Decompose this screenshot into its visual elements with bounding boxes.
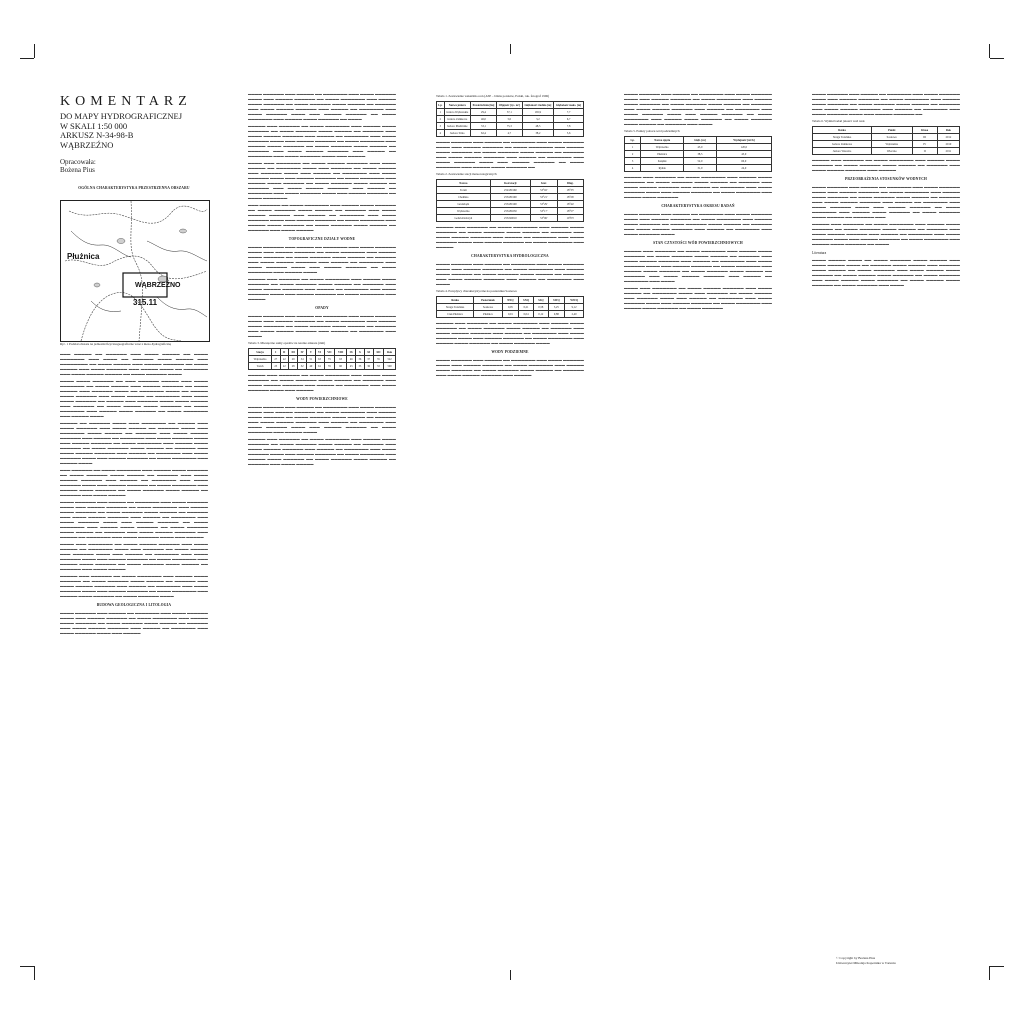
table-cell: 62,4 [470,130,496,137]
section-heading: OPADY [315,306,329,310]
table-cell: 7,8 [554,123,584,130]
table-header-cell: Nazwa jeziora [444,102,470,109]
table-header-cell: VII [324,349,335,356]
copyright-line: © Copyright by Bożena Pius [836,956,876,960]
table-cell: 46,0 [470,116,496,123]
table-cell: 52,0 [684,158,717,165]
crop-mark [989,966,990,980]
table-header-cell: Dług. [557,180,583,187]
table-cell: 7,7 [554,109,584,116]
table-header-cell: V [307,349,315,356]
section-heading: PRZEOBRAŻENIA STOSUNKÓW WODNYCH [844,177,928,181]
table-header-row [437,180,584,187]
table-cell: 5,0 [497,116,523,123]
table-cell: IV [912,141,937,148]
table-header-cell: Punkt [872,127,912,134]
table-cell: Toruń [249,363,272,370]
table-header-cell: Lp. [625,137,641,144]
table-row [813,148,960,155]
table-cell: Grudziądz [437,201,491,208]
table-row [437,201,584,208]
body-paragraph: ▬▬▬▬▬ ▬▬▬ ▬▬▬▬▬▬ ▬▬ ▬▬▬▬ ▬▬▬▬▬▬▬ ▬▬▬ ▬▬▬▬▬ ▬▬▬▬ ▬▬▬▬▬▬ ▬▬ ▬▬▬▬ ▬▬▬▬▬▬ ▬▬▬▬ ▬▬▬▬▬ ▬▬ ▬▬▬▬▬▬ ▬▬▬ ▬▬▬▬ ▬▬▬▬▬ ▬▬▬▬▬▬ ▬▬▬ ▬▬▬▬▬ ▬▬ ▬▬▬▬▬▬▬ ▬▬▬ ▬▬▬▬ ▬▬▬▬▬▬ ▬▬▬▬ ▬▬▬ ▬▬▬▬▬ ▬▬▬▬▬▬ ▬▬ ▬▬▬▬ ▬▬▬▬▬▬▬ ▬▬▬ ▬▬▬▬▬ [248,277,396,301]
table-header-cell: NNQ [502,297,518,304]
table-cell: Struga Toruńska [437,304,474,311]
table-cell: 19°03' [557,215,583,222]
table-cell: 29 [289,356,298,363]
table-header-cell: Nazwa ujęcia [641,137,684,144]
table-header-cell: VI [315,349,324,356]
table-cell: 51 [307,356,315,363]
table-cell: Toruń [437,187,491,194]
table-cell: III [912,134,937,141]
table-cell: 2010 [937,141,959,148]
table-row [625,165,772,172]
body-paragraph: ▬▬▬▬ ▬▬▬▬▬▬ ▬▬▬ ▬▬▬▬▬ ▬▬ ▬▬▬▬▬▬▬ ▬▬▬ ▬▬▬▬ ▬▬▬▬▬▬ ▬▬▬▬ ▬▬▬ ▬▬▬▬▬ ▬▬▬▬▬▬ ▬▬ ▬▬▬▬ ▬▬▬▬▬▬▬ ▬▬▬ ▬▬▬▬▬ ▬▬▬▬ ▬▬▬▬▬▬ ▬▬ ▬▬▬▬ ▬▬▬▬▬▬ ▬▬▬▬ ▬▬▬▬▬ ▬▬ ▬▬▬▬▬▬ ▬▬▬ ▬▬▬▬ ▬▬▬▬▬ ▬▬▬▬▬▬ ▬▬▬ ▬▬▬▬▬ ▬▬ ▬▬▬▬▬▬▬ ▬▬▬ ▬▬▬▬ ▬▬▬▬▬▬ ▬▬▬▬ ▬▬▬ ▬▬▬▬▬ ▬▬▬▬▬▬ ▬▬ ▬▬▬▬ ▬▬▬▬▬▬▬ ▬▬▬ ▬▬▬▬▬ ▬▬▬▬ ▬▬▬▬▬▬ ▬▬ [436,140,584,169]
table-header-cell: Objętość [tys. m³] [497,102,523,109]
table-cell: 33 [373,363,384,370]
table-cell: 522 [384,356,396,363]
table-cell: 45,0 [684,144,717,151]
table-header-cell: Posterunek [474,297,503,304]
author-label: Opracowała: [60,158,96,166]
table-cell: 36 [364,363,373,370]
table-cell: Jezioro Zamkowe [444,116,470,123]
table-header-cell: XI [364,349,373,356]
table-cell: 1 [625,144,641,151]
table-row [437,208,584,215]
table-cell: 0,58 [534,304,548,311]
table-cell: 25 [272,363,280,370]
table-cell: Ciek Płużnica [437,311,474,318]
table-cell: 49 [307,363,315,370]
table-cell: Płużnica [474,311,503,318]
table-header-cell: Głębokość średnia [m] [522,102,554,109]
crop-mark [510,44,511,54]
table-cell: 6,7 [554,116,584,123]
table-cell: 165,9 [522,109,554,116]
map-label-pluznica: Płużnica [67,252,100,261]
body-paragraph: ▬▬▬ ▬▬▬▬▬ ▬▬ ▬▬▬▬▬▬ ▬▬▬ ▬▬▬▬ ▬▬▬▬▬ ▬▬ ▬▬▬▬ ▬▬▬▬▬▬▬ ▬▬▬ ▬▬▬▬ ▬▬ ▬▬▬▬▬▬ ▬▬▬▬ ▬▬▬▬▬ ▬▬▬ ▬▬▬▬▬▬▬▬ ▬▬ ▬▬▬▬ ▬▬▬▬▬ ▬▬▬ ▬▬▬▬▬ ▬▬▬▬▬▬ ▬▬ ▬▬▬▬ ▬▬▬▬▬ ▬▬▬ ▬▬▬▬ ▬▬▬▬▬▬ ▬▬▬ ▬▬▬▬▬ ▬▬▬▬ ▬▬ ▬▬▬▬▬▬▬ ▬▬▬ ▬▬▬▬ ▬▬▬▬▬ ▬▬▬▬▬ ▬▬ ▬▬▬▬ ▬▬▬▬▬▬ ▬▬▬▬ [60,352,208,376]
table-header-cell: I [272,349,280,356]
table-header-cell: SSQ [534,297,548,304]
table-header-cell: Rok [384,349,396,356]
table-cell: Wąbrzeźno [872,141,912,148]
table-cell: 3,2 [522,116,554,123]
body-paragraph: ▬▬▬▬ ▬▬▬▬▬▬ ▬▬▬ ▬▬▬▬▬ ▬▬ ▬▬▬▬▬▬▬ ▬▬▬ ▬▬▬▬ ▬▬▬▬▬▬ ▬▬▬▬ ▬▬▬ ▬▬▬▬▬ ▬▬▬▬▬▬ ▬▬ ▬▬▬▬ ▬▬▬▬▬▬▬ ▬▬▬ ▬▬▬▬▬ ▬▬▬▬ ▬▬▬▬▬▬ ▬▬ ▬▬▬▬ ▬▬▬▬▬▬ ▬▬▬▬ ▬▬▬▬▬ ▬▬ ▬▬▬▬▬▬ ▬▬▬ ▬▬▬▬ ▬▬▬▬▬ ▬▬▬▬▬▬ ▬▬▬ ▬▬▬▬▬ ▬▬ ▬▬▬▬▬▬▬ ▬▬▬ ▬▬▬▬ ▬▬▬▬▬▬ ▬▬▬▬ ▬▬▬ ▬▬▬▬▬ [60,611,208,635]
text-column-1-lower [60,352,208,972]
table-cell: 18°44' [557,201,583,208]
table-cell: 4 [437,130,445,137]
body-paragraph: ▬▬▬▬▬ ▬▬▬ ▬▬▬▬▬▬ ▬▬ ▬▬▬▬ ▬▬▬▬▬▬▬ ▬▬▬ ▬▬▬▬▬ ▬▬▬▬ ▬▬▬▬▬▬ ▬▬ ▬▬▬▬ ▬▬▬▬▬▬ ▬▬▬▬ ▬▬▬▬▬ ▬▬ ▬▬▬▬▬▬ ▬▬▬ ▬▬▬▬ ▬▬▬▬▬ ▬▬▬▬▬▬ ▬▬▬ ▬▬▬▬▬ ▬▬ ▬▬▬▬▬▬▬ ▬▬▬ ▬▬▬▬ ▬▬▬▬▬▬ ▬▬▬▬ ▬▬▬ ▬▬▬▬▬ ▬▬▬▬▬▬ ▬▬ ▬▬▬▬ ▬▬▬▬▬▬▬ ▬▬▬ ▬▬▬▬▬ ▬▬▬▬ ▬▬▬▬▬▬ ▬▬ ▬▬▬▬ ▬▬▬▬▬▬ ▬▬▬▬ [60,574,208,598]
body-paragraph: ▬▬▬▬ ▬▬▬ ▬▬▬▬▬▬▬ ▬▬ ▬▬▬▬ ▬▬▬▬▬ ▬▬▬▬▬▬ ▬▬▬ ▬▬▬▬ ▬▬▬▬▬ ▬▬ ▬▬▬▬▬▬▬ ▬▬▬▬ ▬▬▬ ▬▬▬▬▬▬ ▬▬ ▬▬▬▬ ▬▬▬▬▬ ▬▬▬ ▬▬▬▬▬▬ ▬▬▬▬ ▬▬▬ ▬▬▬▬▬ ▬▬ ▬▬▬▬▬▬▬ ▬▬▬ ▬▬▬▬ ▬▬▬▬▬▬ ▬▬▬▬ ▬▬▬ ▬▬▬▬▬ ▬▬▬▬▬▬ ▬▬ ▬▬▬▬ ▬▬▬▬▬▬▬ ▬▬▬ ▬▬▬▬▬ ▬▬▬▬ ▬▬▬▬▬▬ ▬▬ ▬▬▬▬ ▬▬▬▬▬▬ ▬▬▬▬ ▬▬▬▬▬ ▬▬ ▬▬▬▬▬▬ ▬▬▬ ▬▬▬▬ ▬▬▬▬▬ [60,542,208,571]
table-cell: 61 [315,363,324,370]
table-cell: 53°06' [531,215,557,222]
table-cell: 79 [324,356,335,363]
table-cell: Chełmno [437,194,491,201]
table-cell: 53°17' [531,208,557,215]
body-paragraph: ▬▬▬▬ ▬▬▬▬▬▬ ▬▬▬ ▬▬▬▬▬ ▬▬ ▬▬▬▬▬▬▬ ▬▬▬ ▬▬▬▬ ▬▬▬▬▬▬ ▬▬▬▬ ▬▬▬ ▬▬▬▬▬ ▬▬▬▬▬▬ ▬▬ ▬▬▬▬ ▬▬▬▬▬▬▬ ▬▬▬ ▬▬▬▬▬ ▬▬▬▬ ▬▬▬▬▬▬ ▬▬ ▬▬▬▬ ▬▬▬▬▬▬ ▬▬▬▬ ▬▬▬▬▬ ▬▬ ▬▬▬▬▬▬ ▬▬▬ ▬▬▬▬ ▬▬▬▬▬ ▬▬▬▬▬▬ ▬▬▬ ▬▬▬▬▬ ▬▬ ▬▬▬▬▬▬▬ ▬▬▬ ▬▬▬▬ ▬▬▬▬▬▬ ▬▬▬▬ [624,212,772,236]
table-cell: 0,01 [502,311,518,318]
table-cell: 36 [356,356,364,363]
table-cell: 2 [437,116,445,123]
body-paragraph: ▬▬▬▬▬ ▬▬▬ ▬▬▬▬▬▬ ▬▬ ▬▬▬▬ ▬▬▬▬▬▬▬ ▬▬▬ ▬▬▬▬▬ ▬▬▬▬ ▬▬▬▬▬▬ ▬▬ ▬▬▬▬ ▬▬▬▬▬▬ ▬▬▬▬ ▬▬▬▬▬ ▬▬ ▬▬▬▬▬▬ ▬▬▬ ▬▬▬▬ ▬▬▬▬▬ ▬▬▬▬▬▬ ▬▬▬ ▬▬▬▬▬ ▬▬ ▬▬▬▬▬▬▬ ▬▬▬ ▬▬▬▬ ▬▬▬▬▬▬ ▬▬▬▬ ▬▬▬ ▬▬▬▬▬ ▬▬▬▬▬▬ ▬▬ ▬▬▬▬ ▬▬▬▬▬▬▬ ▬▬▬ ▬▬▬▬▬ ▬▬▬▬ ▬▬▬▬▬▬ ▬▬ ▬▬▬▬ ▬▬▬▬▬▬ ▬▬▬▬ ▬▬▬▬▬ ▬▬ ▬▬▬▬▬▬ ▬▬▬ ▬▬▬▬ ▬▬▬▬▬ [248,437,396,466]
table-cell: 29,4 [470,109,496,116]
table-row [625,158,772,165]
table-cell: 4 [625,165,641,172]
body-paragraph: ▬▬▬▬ ▬▬▬▬ ▬▬▬▬▬▬ ▬▬ ▬▬▬ ▬▬▬▬▬▬ ▬▬▬▬▬ ▬▬▬ ▬▬▬▬ ▬▬▬▬▬▬▬ ▬▬ ▬▬▬▬ ▬▬▬▬▬ ▬▬▬ ▬▬▬▬▬ ▬▬▬▬▬▬ ▬▬ ▬▬▬▬ ▬▬▬▬▬ ▬▬▬ ▬▬▬▬▬▬ ▬▬▬▬ ▬▬ ▬▬▬▬▬▬▬ ▬▬▬▬ ▬▬ ▬▬▬▬▬ ▬▬▬▬ ▬▬▬▬▬▬ ▬▬▬ ▬▬▬▬ ▬▬▬▬▬ ▬▬ ▬▬▬▬▬▬▬ ▬▬▬ ▬▬▬▬ ▬▬▬▬ ▬▬▬▬▬▬ ▬▬ ▬▬▬▬▬ ▬▬▬ ▬▬▬▬▬▬ ▬▬▬▬ ▬▬▬▬ ▬▬▬▬▬ ▬▬▬ ▬▬▬▬▬▬ ▬▬ ▬▬▬▬ ▬▬▬▬▬ ▬▬▬▬ ▬▬▬▬▬▬ ▬▬ ▬▬▬▬ ▬▬▬▬▬▬▬ ▬▬▬ ▬▬▬▬▬ ▬▬▬▬ ▬▬▬▬▬▬ ▬▬ ▬▬▬▬ ▬▬▬▬▬▬▬ ▬▬▬ ▬▬▬▬▬ ▬▬▬▬ [60,379,208,418]
body-paragraph: ▬▬▬▬ ▬▬▬▬▬▬ ▬▬▬ ▬▬▬▬▬ ▬▬ ▬▬▬▬▬▬▬ ▬▬▬ ▬▬▬▬ ▬▬▬▬▬▬ ▬▬▬▬ ▬▬▬ ▬▬▬▬▬ ▬▬▬▬▬▬ ▬▬ ▬▬▬▬ ▬▬▬▬▬▬▬ ▬▬▬ ▬▬▬▬▬ ▬▬▬▬ ▬▬▬▬▬▬ ▬▬ ▬▬▬▬ ▬▬▬▬▬▬ ▬▬▬▬ ▬▬▬▬▬ ▬▬ ▬▬▬▬▬▬ ▬▬▬ ▬▬▬▬ ▬▬▬▬▬ ▬▬▬▬▬▬ ▬▬▬ ▬▬▬▬▬ ▬▬ ▬▬▬▬▬▬▬ ▬▬▬ ▬▬▬▬ ▬▬▬▬▬▬ ▬▬▬▬ ▬▬▬ ▬▬▬▬▬ ▬▬▬▬▬▬ ▬▬ ▬▬▬▬ ▬▬▬▬▬▬▬ ▬▬▬ ▬▬▬▬▬ ▬▬▬▬ [248,405,396,434]
table-cell: Jezioro Płużnickie [444,123,470,130]
table-row [437,304,584,311]
crop-mark [990,966,1004,967]
body-paragraph: ▬▬▬▬▬ ▬▬▬ ▬▬▬▬▬▬ ▬▬ ▬▬▬▬ ▬▬▬▬▬▬▬ ▬▬▬ ▬▬▬▬▬ ▬▬▬▬ ▬▬▬▬▬▬ ▬▬ ▬▬▬▬ ▬▬▬▬▬▬ ▬▬▬▬ ▬▬▬▬▬ ▬▬ ▬▬▬▬▬▬ ▬▬▬ ▬▬▬▬ ▬▬▬▬▬ ▬▬▬▬▬▬ ▬▬▬ ▬▬▬▬▬ [812,158,960,172]
table-cell: 120,0 [716,144,771,151]
table-cell: 35 [373,356,384,363]
table-row [437,130,584,137]
table-header-cell: IX [347,349,356,356]
table-header-cell: III [289,349,298,356]
body-paragraph: ▬▬▬▬▬ ▬▬▬ ▬▬▬▬▬▬ ▬▬ ▬▬▬▬ ▬▬▬▬▬▬▬ ▬▬▬ ▬▬▬▬▬ ▬▬▬▬ ▬▬▬▬▬▬ ▬▬ ▬▬▬▬ ▬▬▬▬▬▬ ▬▬▬▬ ▬▬▬▬▬ ▬▬ ▬▬▬▬▬▬ ▬▬▬ ▬▬▬▬ ▬▬▬▬▬ ▬▬▬▬▬▬ ▬▬▬ ▬▬▬▬▬ ▬▬ ▬▬▬▬▬▬▬ ▬▬▬ ▬▬▬▬ ▬▬▬▬▬▬ ▬▬▬▬ ▬▬▬ ▬▬▬▬▬ ▬▬▬▬▬▬ ▬▬ ▬▬▬▬ ▬▬▬▬▬▬▬ ▬▬▬ ▬▬▬▬▬ [436,225,584,249]
table-cell: 9,12 [565,304,584,311]
crop-mark [20,966,34,967]
table-cell: 38,2 [522,130,554,137]
table-cell: 2012 [937,134,959,141]
document-subtitle [60,112,210,150]
section-heading: OGÓLNA CHARAKTERYSTYKA PRZESTRZENNA OBSZARU [78,186,190,190]
text-column-3 [436,92,584,972]
table-row [625,144,772,151]
table-caption: Tabela 1. Zestawienie wskaźnik ocen (ASP – bilans potoków, Polski, rok. fotograf 1996) [436,94,550,98]
table-header-cell: Szer. [531,180,557,187]
table-cell: 60 [335,363,347,370]
table-cell: Struga Toruńska [813,134,872,141]
body-paragraph: ▬▬▬▬ ▬▬▬▬▬▬ ▬▬▬ ▬▬▬▬▬ ▬▬ ▬▬▬▬▬▬▬ ▬▬▬ ▬▬▬▬ ▬▬▬▬▬▬ ▬▬▬▬ ▬▬▬ ▬▬▬▬▬ ▬▬▬▬▬▬ ▬▬ ▬▬▬▬ ▬▬▬▬▬▬▬ ▬▬▬ ▬▬▬▬▬ ▬▬▬▬ ▬▬▬▬▬▬ ▬▬ ▬▬▬▬ ▬▬▬▬▬▬ ▬▬▬▬ ▬▬▬▬▬ ▬▬ ▬▬▬▬▬▬ ▬▬▬ ▬▬▬▬ ▬▬▬▬▬ ▬▬▬▬▬▬ ▬▬▬ ▬▬▬▬▬ ▬▬ ▬▬▬▬▬▬▬ ▬▬▬ ▬▬▬▬ ▬▬▬▬▬▬ ▬▬▬▬ ▬▬▬ ▬▬▬▬▬ ▬▬▬▬▬▬ ▬▬ [812,92,960,116]
body-paragraph: ▬▬▬▬▬ ▬▬▬ ▬▬▬▬▬▬ ▬▬ ▬▬▬▬ ▬▬▬▬▬▬▬ ▬▬▬ ▬▬▬▬▬ ▬▬▬▬ ▬▬▬▬▬▬ ▬▬ ▬▬▬▬ ▬▬▬▬▬▬ ▬▬▬▬ ▬▬▬▬▬ ▬▬ ▬▬▬▬▬▬ ▬▬▬ ▬▬▬▬ ▬▬▬▬▬ ▬▬▬▬▬▬ ▬▬▬ ▬▬▬▬▬ ▬▬ ▬▬▬▬▬▬▬ ▬▬▬ ▬▬▬▬ ▬▬▬▬▬▬ ▬▬▬▬ ▬▬▬ ▬▬▬▬▬ ▬▬▬▬▬▬ ▬▬ ▬▬▬▬ ▬▬▬▬▬▬▬ ▬▬▬ ▬▬▬▬▬ ▬▬▬▬ ▬▬▬▬▬▬ ▬▬ ▬▬▬▬ ▬▬▬▬▬▬ ▬▬▬▬ [436,321,584,345]
section-heading: TOPOGRAFICZNE DZIAŁY WODNE [288,237,356,241]
table-cell: 3,25 [548,304,565,311]
table-header-cell: Głębokość maks. [m] [554,102,584,109]
table-cell: 34 [298,356,307,363]
table-cell: 75,3 [497,123,523,130]
table-cell: Wąbrzeźno [641,144,684,151]
table-cell: 32 [298,363,307,370]
table-cell: 22 [280,363,288,370]
table-header-cell: Nazwa [437,180,491,187]
table-header-cell: Rok [937,127,959,134]
document-title: KOMENTARZ [60,94,192,109]
table-header-cell: XII [373,349,384,356]
table-header-cell: X [356,349,364,356]
table-header-cell: IV [298,349,307,356]
section-heading: WODY PODZIEMNE [491,350,529,354]
body-paragraph: ▬▬▬▬ ▬▬▬▬▬▬ ▬▬▬ ▬▬▬▬▬ ▬▬ ▬▬▬▬▬▬▬ ▬▬▬ ▬▬▬▬ ▬▬▬▬▬▬ ▬▬▬▬ ▬▬▬ ▬▬▬▬▬ ▬▬▬▬▬▬ ▬▬ ▬▬▬▬ ▬▬▬▬▬▬▬ ▬▬▬ ▬▬▬▬▬ ▬▬▬▬ ▬▬▬▬▬▬ ▬▬ ▬▬▬▬ ▬▬▬▬▬▬ ▬▬▬▬ ▬▬▬▬▬ ▬▬ ▬▬▬▬▬▬ ▬▬▬ ▬▬▬▬ ▬▬▬▬▬ ▬▬▬▬▬▬ ▬▬▬ ▬▬▬▬▬ ▬▬ ▬▬▬▬▬▬▬ ▬▬▬ ▬▬▬▬ ▬▬▬▬▬▬ ▬▬▬▬ ▬▬▬ ▬▬▬▬▬ ▬▬▬▬▬▬ ▬▬ ▬▬▬▬ ▬▬▬▬▬▬▬ ▬▬▬ ▬▬▬▬▬ ▬▬▬▬ [248,245,396,274]
body-paragraph: ▬▬▬▬ ▬▬▬▬▬▬ ▬▬▬ ▬▬▬▬▬ ▬▬ ▬▬▬▬▬▬▬ ▬▬▬ ▬▬▬▬ ▬▬▬▬▬▬ ▬▬▬▬ ▬▬▬ ▬▬▬▬▬ ▬▬▬▬▬▬ ▬▬ ▬▬▬▬ ▬▬▬▬▬▬▬ ▬▬▬ ▬▬▬▬▬ ▬▬▬▬ ▬▬▬▬▬▬ ▬▬ ▬▬▬▬ ▬▬▬▬▬▬ ▬▬▬▬ ▬▬▬▬▬ ▬▬ ▬▬▬▬▬▬ ▬▬▬ ▬▬▬▬ ▬▬▬▬▬ ▬▬▬▬▬▬ ▬▬▬ ▬▬▬▬▬ ▬▬ ▬▬▬▬▬▬▬ ▬▬▬ ▬▬▬▬ ▬▬▬▬▬▬ ▬▬▬▬ ▬▬▬ ▬▬▬▬▬ ▬▬▬▬▬▬ ▬▬ ▬▬▬▬ ▬▬▬▬▬▬▬ ▬▬▬ ▬▬▬▬▬ ▬▬▬▬ ▬▬▬▬▬▬ ▬▬ ▬▬▬▬ ▬▬▬▬▬▬ ▬▬▬▬ ▬▬▬▬▬ ▬▬ ▬▬▬▬▬▬ ▬▬▬ ▬▬▬▬ [624,92,772,126]
table-caption: Tabela 6. Wyniki badań jakości wód rzek [812,119,865,123]
table-cell: 18°26' [557,194,583,201]
map-label-wabrzezno: WĄBRZEŹNO [135,282,181,289]
table-cell: 253180230 [490,208,530,215]
table-header-cell: II [280,349,288,356]
table-header-row [437,297,584,304]
table-header-cell: Rzeka [813,127,872,134]
table-cell: 76 [324,363,335,370]
body-paragraph: ▬▬▬▬▬ ▬▬▬ ▬▬▬▬▬▬ ▬▬ ▬▬▬▬ ▬▬▬▬▬▬▬ ▬▬▬ ▬▬▬▬▬ ▬▬▬▬ ▬▬▬▬▬▬ ▬▬ ▬▬▬▬ ▬▬▬▬▬▬ ▬▬▬▬ ▬▬▬▬▬ ▬▬ ▬▬▬▬▬▬ ▬▬▬ ▬▬▬▬ ▬▬▬▬▬ ▬▬▬▬▬▬ ▬▬▬ ▬▬▬▬▬ ▬▬ ▬▬▬▬▬▬▬ ▬▬▬ ▬▬▬▬ ▬▬▬▬▬▬ ▬▬▬▬ ▬▬▬ ▬▬▬▬▬ ▬▬▬▬▬▬ ▬▬ ▬▬▬▬ ▬▬▬▬▬▬▬ ▬▬▬ ▬▬▬▬▬ ▬▬▬▬ ▬▬▬▬▬▬ ▬▬ ▬▬▬▬ ▬▬▬▬▬▬ ▬▬▬▬ ▬▬▬▬▬ ▬▬ ▬▬▬▬▬▬ ▬▬▬ ▬▬▬▬ ▬▬▬▬▬ ▬▬▬▬▬▬ ▬▬▬ ▬▬▬▬▬ ▬▬ ▬▬▬▬▬▬▬ ▬▬▬ ▬▬▬▬ [624,249,772,283]
table-cell: 18°57' [557,208,583,215]
body-paragraph: ▬▬▬▬ ▬▬▬▬▬▬ ▬▬▬ ▬▬▬▬▬ ▬▬ ▬▬▬▬▬▬▬ ▬▬▬ ▬▬▬▬ ▬▬▬▬▬▬ ▬▬▬▬ ▬▬▬ ▬▬▬▬▬ ▬▬▬▬▬▬ ▬▬ ▬▬▬▬ ▬▬▬▬▬▬▬ ▬▬▬ ▬▬▬▬▬ ▬▬▬▬ ▬▬▬▬▬▬ ▬▬ ▬▬▬▬ ▬▬▬▬▬▬ ▬▬▬▬ ▬▬▬▬▬ ▬▬ ▬▬▬▬▬▬ ▬▬▬ ▬▬▬▬ ▬▬▬▬▬ ▬▬▬▬▬▬ ▬▬▬ ▬▬▬▬▬ [436,358,584,377]
table-header-row [813,127,960,134]
subtitle-line: DO MAPY HYDROGRAFICZNEJ [60,111,183,121]
table-header-cell: Powierzchnia [ha] [470,102,496,109]
table-cell: 48,5 [522,123,554,130]
table-cell: 3 [625,158,641,165]
section-heading: CHARAKTERYSTYKA HYDROLOGICZNA [471,254,549,258]
table-caption: Tabela 5. Punkty poboru wód podziemnych [624,129,680,133]
table-precipitation [248,348,396,370]
table-header-cell: WWQ [565,297,584,304]
body-paragraph: ▬▬▬▬▬ ▬▬▬ ▬▬▬▬▬▬ ▬▬ ▬▬▬▬ ▬▬▬▬▬▬▬ ▬▬▬ ▬▬▬▬▬ ▬▬▬▬ ▬▬▬▬▬▬ ▬▬ ▬▬▬▬ ▬▬▬▬▬▬ ▬▬▬▬ ▬▬▬▬▬ ▬▬ ▬▬▬▬▬▬ ▬▬▬ ▬▬▬▬ ▬▬▬▬▬ ▬▬▬▬▬▬ ▬▬▬ ▬▬▬▬▬ ▬▬ ▬▬▬▬▬▬▬ ▬▬▬ ▬▬▬▬ ▬▬▬▬▬▬ ▬▬▬▬ ▬▬▬ ▬▬▬▬▬ [248,373,396,392]
table-cell: Wąbrzeźno [249,356,272,363]
table-cell: Sosnowo [872,134,912,141]
table-header-cell: Głęb. [m] [684,137,717,144]
table-row [437,194,584,201]
body-paragraph: ▬▬▬▬▬ ▬▬▬ ▬▬▬▬▬▬ ▬▬ ▬▬▬▬ ▬▬▬▬▬▬▬ ▬▬▬ ▬▬▬▬▬ ▬▬▬▬ ▬▬▬▬▬▬ ▬▬ ▬▬▬▬ ▬▬▬▬▬▬ ▬▬▬▬ ▬▬▬▬▬ ▬▬ ▬▬▬▬▬▬ ▬▬▬ ▬▬▬▬ ▬▬▬▬▬ ▬▬▬▬▬▬ ▬▬▬ ▬▬▬▬▬ ▬▬ ▬▬▬▬▬▬▬ ▬▬▬ ▬▬▬▬ ▬▬▬▬▬▬ ▬▬▬▬ ▬▬▬ ▬▬▬▬▬ ▬▬▬▬▬▬ ▬▬ ▬▬▬▬ ▬▬▬▬▬▬▬ ▬▬▬ ▬▬▬▬▬ ▬▬▬▬ ▬▬▬▬▬▬ ▬▬ ▬▬▬▬ ▬▬▬▬▬▬ ▬▬▬▬ ▬▬▬▬▬ ▬▬ ▬▬▬▬▬▬ ▬▬▬ ▬▬▬▬ ▬▬▬▬▬ ▬▬▬▬▬▬ ▬▬▬ ▬▬▬▬▬ ▬▬ ▬▬▬▬▬▬▬ ▬▬▬ ▬▬▬▬ ▬▬▬▬▬▬ ▬▬▬▬ ▬▬▬ ▬▬▬▬▬ [248,124,396,158]
table-cell: 37,1 [497,109,523,116]
table-row [437,123,584,130]
table-cell: 3 [437,123,445,130]
table-cell: Książki [641,158,684,165]
table-header-row [437,102,584,109]
table-cell: 0,04 [518,311,533,318]
table-header-cell: VIII [335,349,347,356]
table-cell: 53°02' [531,187,557,194]
table-cell: II [912,148,937,155]
body-paragraph: ▬▬▬▬ ▬▬▬▬▬▬ ▬▬▬ ▬▬▬▬▬ ▬▬ ▬▬▬▬▬▬▬ ▬▬▬ ▬▬▬▬ ▬▬▬▬▬▬ ▬▬▬▬ ▬▬▬ ▬▬▬▬▬ ▬▬▬▬▬▬ ▬▬ ▬▬▬▬ ▬▬▬▬▬▬▬ ▬▬▬ ▬▬▬▬▬ ▬▬▬▬ ▬▬▬▬▬▬ ▬▬ ▬▬▬▬ ▬▬▬▬▬▬ ▬▬▬▬ ▬▬▬▬▬ ▬▬ ▬▬▬▬▬▬ ▬▬▬ ▬▬▬▬ ▬▬▬▬▬ ▬▬▬▬▬▬ ▬▬▬ ▬▬▬▬▬ ▬▬ ▬▬▬▬▬▬▬ ▬▬▬ ▬▬▬▬ ▬▬▬▬▬▬ ▬▬▬▬ ▬▬▬ ▬▬▬▬▬ ▬▬▬▬▬▬ ▬▬ ▬▬▬▬ ▬▬▬▬▬▬▬ ▬▬▬ ▬▬▬▬▬ ▬▬▬▬ ▬▬▬▬▬▬ ▬▬ ▬▬▬▬ ▬▬▬▬▬▬ ▬▬▬▬ ▬▬▬▬▬ ▬▬ ▬▬▬▬▬▬ ▬▬▬ [812,185,960,219]
table-cell: Wąbrzeźno [437,208,491,215]
subtitle-line: WĄBRZEŹNO [60,139,114,150]
table-cell: 63 [335,356,347,363]
body-paragraph: ▬▬▬▬ ▬▬▬▬▬▬ ▬▬▬ ▬▬▬▬▬ ▬▬ ▬▬▬▬▬▬▬ ▬▬▬ ▬▬▬▬ ▬▬▬▬▬▬ ▬▬▬▬ ▬▬▬ ▬▬▬▬▬ ▬▬▬▬▬▬ ▬▬ ▬▬▬▬ ▬▬▬▬▬▬▬ ▬▬▬ ▬▬▬▬▬ ▬▬▬▬ ▬▬▬▬▬▬ ▬▬ ▬▬▬▬ ▬▬▬▬▬▬ ▬▬▬▬ ▬▬▬▬▬ ▬▬ ▬▬▬▬▬▬ ▬▬▬ ▬▬▬▬ ▬▬▬▬▬ ▬▬▬▬▬▬ ▬▬▬ ▬▬▬▬▬ ▬▬ ▬▬▬▬▬▬▬ ▬▬▬ ▬▬▬▬ [436,262,584,286]
body-paragraph: ▬▬▬▬ ▬▬▬▬▬▬ ▬▬▬ ▬▬▬▬▬ ▬▬ ▬▬▬▬▬▬▬ ▬▬▬ ▬▬▬▬ ▬▬▬▬▬▬ ▬▬▬▬ ▬▬▬ ▬▬▬▬▬ ▬▬▬▬▬▬ ▬▬ ▬▬▬▬ ▬▬▬▬▬▬▬ ▬▬▬ ▬▬▬▬▬ ▬▬▬▬ ▬▬▬▬▬▬ ▬▬ ▬▬▬▬ ▬▬▬▬▬▬ ▬▬▬▬ ▬▬▬▬▬ ▬▬ ▬▬▬▬▬▬ ▬▬▬ ▬▬▬▬ ▬▬▬▬▬ ▬▬▬▬▬▬ ▬▬▬ ▬▬▬▬▬ ▬▬ ▬▬▬▬▬▬▬ ▬▬▬ ▬▬▬▬ ▬▬▬▬▬▬ ▬▬▬▬ ▬▬▬ ▬▬▬▬▬ ▬▬▬▬▬▬ ▬▬ ▬▬▬▬ ▬▬▬▬▬▬▬ ▬▬▬ ▬▬▬▬▬ ▬▬▬▬ ▬▬▬▬▬▬ ▬▬ ▬▬▬▬ [248,92,396,121]
table-cell: 53°29' [531,201,557,208]
table-row [813,141,960,148]
table-cell: 53°21' [531,194,557,201]
table-row [813,134,960,141]
text-column-4 [624,92,772,972]
table-cell: 2,40 [565,311,584,318]
map-drawing [61,201,209,341]
table-cell: Jezioro Wąbrzeskie [444,109,470,116]
body-paragraph: ▬▬▬ ▬▬▬▬▬▬ ▬▬ ▬▬▬▬ ▬▬▬▬▬▬▬ ▬▬▬ ▬▬▬▬▬ ▬▬▬▬ ▬▬▬▬▬▬ ▬▬ ▬▬▬▬ ▬▬▬▬▬▬ ▬▬▬▬ ▬▬▬▬▬ ▬▬ ▬▬▬▬▬▬ ▬▬▬ ▬▬▬▬ ▬▬▬▬▬ ▬▬▬▬▬▬ ▬▬▬ ▬▬▬▬▬ ▬▬ ▬▬▬▬▬▬▬ ▬▬▬ ▬▬▬▬ ▬▬▬▬▬▬ ▬▬▬▬ ▬▬▬ ▬▬▬▬▬ ▬▬▬▬▬▬ ▬▬ ▬▬▬▬ ▬▬▬▬▬▬▬ ▬▬▬ ▬▬▬▬▬ ▬▬▬▬ ▬▬▬▬▬▬ ▬▬ ▬▬▬▬ ▬▬▬▬▬▬ ▬▬▬▬ ▬▬▬▬▬ ▬▬ ▬▬▬▬▬▬ ▬▬▬ ▬▬▬▬ ▬▬▬▬▬ [248,203,396,232]
body-paragraph: ▬▬▬▬▬ ▬▬ ▬▬▬▬▬▬ ▬▬▬▬ ▬▬▬ ▬▬▬▬▬▬▬ ▬▬ ▬▬▬▬▬ ▬▬▬ ▬▬▬▬ ▬▬▬▬▬▬ ▬▬▬ ▬▬▬▬ ▬▬▬▬▬ ▬▬ ▬▬▬▬▬▬ ▬▬▬▬ ▬▬▬ ▬▬▬▬▬▬▬ ▬▬▬▬ ▬▬▬▬▬ ▬▬ ▬▬▬▬▬▬ ▬▬▬ ▬▬▬▬ ▬▬▬▬▬ ▬▬▬▬▬▬ ▬▬▬ ▬▬▬▬▬ ▬▬ ▬▬▬▬▬▬▬ ▬▬▬ ▬▬▬▬ ▬▬▬▬▬▬ ▬▬▬▬ ▬▬▬ ▬▬▬▬▬ ▬▬▬▬▬▬ ▬▬ ▬▬▬▬ ▬▬▬▬▬▬▬ ▬▬▬ ▬▬▬▬▬ ▬▬▬▬ ▬▬▬▬▬▬ ▬▬ ▬▬▬▬ ▬▬▬▬▬▬ ▬▬▬▬ ▬▬▬▬▬ ▬▬ ▬▬▬▬▬▬ ▬▬▬ ▬▬▬▬ ▬▬▬▬▬ ▬▬▬▬▬▬ ▬▬▬ ▬▬▬▬▬ ▬▬ ▬▬▬▬▬▬▬ ▬▬▬ ▬▬▬▬ ▬▬▬▬▬▬ ▬▬▬▬ ▬▬▬ ▬▬▬▬▬ ▬▬▬▬▬▬ ▬▬ ▬▬▬▬ ▬▬▬▬▬▬▬ ▬▬▬ ▬▬▬▬▬ ▬▬▬▬ [60,421,208,465]
table-flows [436,296,584,318]
table-cell: Wieczno [872,148,912,155]
table-cell: 28 [289,363,298,370]
reference-list: ▬▬▬▬ ▬▬▬▬▬ ▬▬▬▬ ▬▬ ▬▬▬▬ ▬▬▬▬▬▬ ▬▬▬▬ ▬▬▬▬▬ ▬▬▬ ▬▬▬▬ ▬▬▬▬▬ ▬▬▬▬ ▬▬ ▬▬▬▬▬▬ ▬▬▬▬ ▬▬▬▬▬ ▬▬▬ ▬▬▬▬▬▬ ▬▬▬▬ ▬▬▬▬▬ ▬▬ ▬▬▬▬ ▬▬▬▬▬▬ ▬▬▬ ▬▬▬▬ ▬▬▬▬▬ ▬▬▬▬ ▬▬▬▬▬▬ ▬▬ ▬▬▬▬ ▬▬▬▬▬ ▬▬▬▬ ▬▬▬▬▬▬ ▬▬ ▬▬▬▬ ▬▬▬▬▬▬ ▬▬▬ ▬▬▬▬ ▬▬▬▬▬ ▬▬▬▬ ▬▬▬▬▬▬ ▬▬ ▬▬▬▬ ▬▬▬▬▬ ▬▬▬▬ ▬▬▬▬▬▬ ▬▬ ▬▬▬▬ ▬▬▬▬▬▬ ▬▬▬ ▬▬▬▬ [812,258,960,287]
references-heading: Literatura [812,251,827,255]
table-cell: 4,7 [497,130,523,137]
table-row [249,363,396,370]
table-cell: 60,0 [716,158,771,165]
table-cell: 63 [315,356,324,363]
body-paragraph: ▬▬▬▬ ▬▬▬ ▬▬▬▬▬▬▬ ▬▬ ▬▬▬▬ ▬▬▬▬▬ ▬▬▬▬▬▬ ▬▬▬ ▬▬▬▬ ▬▬▬▬▬ ▬▬ ▬▬▬▬▬▬▬ ▬▬▬▬ ▬▬▬ ▬▬▬▬▬▬ ▬▬ ▬▬▬▬ ▬▬▬▬▬ ▬▬▬ ▬▬▬▬▬▬ ▬▬▬▬ ▬▬▬ ▬▬▬▬▬ ▬▬ ▬▬▬▬▬▬▬ ▬▬▬ ▬▬▬▬ ▬▬▬▬▬▬ ▬▬▬▬ ▬▬▬ ▬▬▬▬▬ ▬▬▬▬▬▬ ▬▬ ▬▬▬▬ ▬▬▬▬▬▬▬ ▬▬▬ ▬▬▬▬▬ ▬▬▬▬ ▬▬▬▬▬▬ ▬▬ ▬▬▬▬ ▬▬▬▬▬▬ ▬▬▬▬ ▬▬▬▬▬ ▬▬ ▬▬▬▬▬▬ ▬▬▬ ▬▬▬▬ ▬▬▬▬▬ ▬▬▬▬▬▬ ▬▬▬ ▬▬▬▬▬ ▬▬ ▬▬▬▬▬▬▬ ▬▬▬ ▬▬▬▬ ▬▬▬▬▬▬ ▬▬▬▬ ▬▬▬ ▬▬▬▬▬ ▬▬▬▬▬▬ ▬▬ ▬▬▬▬ ▬▬▬▬▬▬▬ [248,161,396,200]
table-stations [436,179,584,222]
table-header-row [625,137,772,144]
map-label-code: 315.11 [133,298,158,307]
table-quality [812,126,960,155]
table-cell: 500 [384,363,396,370]
table-cell: Płużnica [641,151,684,158]
table-header-cell: SNQ [518,297,533,304]
section-heading: WODY POWIERZCHNIOWE [296,397,348,401]
table-cell: 2 [625,151,641,158]
table-header-cell: Stacja [249,349,272,356]
table-header-cell: SWQ [548,297,565,304]
table-cell: 18°35' [557,187,583,194]
crop-mark [20,58,34,59]
body-paragraph: ▬▬▬ ▬▬▬▬▬▬ ▬▬ ▬▬▬▬ ▬▬▬▬▬▬▬ ▬▬▬ ▬▬▬▬▬ ▬▬▬▬ ▬▬▬▬▬▬ ▬▬ ▬▬▬▬ ▬▬▬▬▬▬ ▬▬▬▬ ▬▬▬▬▬ ▬▬ ▬▬▬▬▬▬ ▬▬▬ ▬▬▬▬ ▬▬▬▬▬ ▬▬▬▬▬▬ ▬▬▬ ▬▬▬▬▬ ▬▬ ▬▬▬▬▬▬▬ ▬▬▬ ▬▬▬▬ ▬▬▬▬▬▬ ▬▬▬▬ ▬▬▬ ▬▬▬▬▬ ▬▬▬▬▬▬ ▬▬ ▬▬▬▬ ▬▬▬▬▬▬▬ ▬▬▬ ▬▬▬▬▬ ▬▬▬▬ ▬▬▬▬▬▬ ▬▬ ▬▬▬▬ ▬▬▬▬▬▬ ▬▬▬▬ ▬▬▬▬▬ ▬▬ ▬▬▬▬▬▬ ▬▬▬ ▬▬▬▬ ▬▬▬▬▬ [60,468,208,497]
table-cell: 24,0 [716,165,771,172]
table-row [625,151,772,158]
crop-mark [34,44,35,58]
table-cell: 0,88 [548,311,565,318]
copyright-note [836,956,896,965]
table-cell: Golub-Dobrzyń [437,215,491,222]
table-cell: 33 [356,363,364,370]
table-cell: 46 [347,356,356,363]
table-cell: 45,0 [716,151,771,158]
table-cell: 1 [437,109,445,116]
table-cell: Sosnowo [474,304,503,311]
text-column-5 [812,92,960,952]
subtitle-line: ARKUSZ N-34-98-B [60,130,134,140]
author-block [60,158,96,174]
table-cell: 37 [364,356,373,363]
author-name: Bożena Pius [60,166,95,174]
table-groundwater [624,136,772,172]
copyright-line: Uniwersytet Mikołaja Kopernika w Toruniu [836,960,896,965]
body-paragraph: ▬▬▬▬▬ ▬▬▬ ▬▬▬▬▬▬ ▬▬ ▬▬▬▬ ▬▬▬▬▬▬▬ ▬▬▬ ▬▬▬▬▬ ▬▬▬▬ ▬▬▬▬▬▬ ▬▬ ▬▬▬▬ ▬▬▬▬▬▬ ▬▬▬▬ ▬▬▬▬▬ ▬▬ ▬▬▬▬▬▬ ▬▬▬ ▬▬▬▬ ▬▬▬▬▬ ▬▬▬▬▬▬ ▬▬▬ ▬▬▬▬▬ ▬▬ ▬▬▬▬▬▬▬ ▬▬▬ ▬▬▬▬ ▬▬▬▬▬▬ ▬▬▬▬ ▬▬▬ ▬▬▬▬▬ ▬▬▬▬▬▬ ▬▬ ▬▬▬▬ ▬▬▬▬▬▬▬ ▬▬▬ ▬▬▬▬▬ ▬▬▬▬ ▬▬▬▬▬▬ [624,175,772,199]
table-cell: 2011 [937,148,959,155]
table-cell: 22 [280,356,288,363]
body-paragraph: ▬▬▬▬ ▬▬▬▬▬▬ ▬▬▬ ▬▬▬▬▬ ▬▬ ▬▬▬▬▬▬▬ ▬▬▬ ▬▬▬▬ ▬▬▬▬▬▬ ▬▬▬▬ ▬▬▬ ▬▬▬▬▬ ▬▬▬▬▬▬ ▬▬ ▬▬▬▬ ▬▬▬▬▬▬▬ ▬▬▬ ▬▬▬▬▬ ▬▬▬▬ ▬▬▬▬▬▬ ▬▬ ▬▬▬▬ ▬▬▬▬▬▬ ▬▬▬▬ ▬▬▬▬▬ ▬▬ ▬▬▬▬▬▬ ▬▬▬ ▬▬▬▬ ▬▬▬▬▬ ▬▬▬▬▬▬ ▬▬▬ ▬▬▬▬▬ ▬▬ ▬▬▬▬▬▬▬ ▬▬▬ ▬▬▬▬ ▬▬▬▬▬▬ ▬▬▬▬ ▬▬▬ ▬▬▬▬▬ ▬▬▬▬▬▬ ▬▬ ▬▬▬▬ ▬▬▬▬▬▬▬ ▬▬▬ ▬▬▬▬▬ ▬▬▬▬ ▬▬▬▬▬▬ ▬▬ ▬▬▬▬ ▬▬▬▬▬▬ ▬▬▬▬ ▬▬▬▬▬ ▬▬ ▬▬▬▬▬▬ ▬▬▬ ▬▬▬▬ ▬▬▬▬▬ ▬▬▬▬▬▬ ▬▬▬ ▬▬▬▬▬ ▬▬ ▬▬▬▬▬▬▬ ▬▬▬ ▬▬▬▬ ▬▬▬▬▬▬ ▬▬▬▬ ▬▬▬ ▬▬▬▬▬ [60,500,208,539]
table-caption: Tabela 2. Zestawienie stacji meteorologicznych [436,172,497,176]
section-heading: STAN CZYSTOŚCI WÓD POWIERZCHNIOWYCH [653,241,743,245]
table-cell: Jezioro Sitno [444,130,470,137]
table-cell: 253180100 [490,201,530,208]
table-lakes [436,101,584,137]
body-paragraph: ▬▬▬▬ ▬▬▬ ▬▬▬▬▬▬▬ ▬▬ ▬▬▬▬ ▬▬▬▬▬ ▬▬▬▬▬▬ ▬▬▬ ▬▬▬▬ ▬▬▬▬▬ ▬▬ ▬▬▬▬▬▬▬ ▬▬▬▬ ▬▬▬ ▬▬▬▬▬▬ ▬▬ ▬▬▬▬ ▬▬▬▬▬ ▬▬▬ ▬▬▬▬▬▬ ▬▬▬▬ ▬▬▬ ▬▬▬▬▬ ▬▬ ▬▬▬▬▬▬▬ ▬▬▬ ▬▬▬▬ ▬▬▬▬▬▬ ▬▬▬▬ ▬▬▬ ▬▬▬▬▬ ▬▬▬▬▬▬ ▬▬ ▬▬▬▬ ▬▬▬▬▬▬▬ ▬▬▬ ▬▬▬▬▬ ▬▬▬▬ ▬▬▬▬▬▬ ▬▬ ▬▬▬▬ ▬▬▬▬▬▬ [624,286,772,310]
table-header-cell: Klasa [912,127,937,134]
table-header-cell: Wydajność [m³/h] [716,137,771,144]
table-cell: 0,21 [518,304,533,311]
text-column-2 [248,92,396,972]
table-cell: Jezioro Wieczno [813,148,872,155]
crop-mark [34,966,35,980]
table-row [437,109,584,116]
table-row [437,215,584,222]
crop-mark [990,58,1004,59]
table-row [437,311,584,318]
table-cell: 45 [347,363,356,370]
table-header-cell: Kod stacji [490,180,530,187]
table-cell: 38,5 [684,151,717,158]
table-cell: 253180190 [490,194,530,201]
table-header-cell: Rzeka [437,297,474,304]
table-cell: 27 [272,356,280,363]
table-cell: 33,1 [470,123,496,130]
table-cell: Jezioro Zamkowe [813,141,872,148]
figure-caption: Ryc. 1 Podział obszaru na jednostki fizycznogeograficzne wraz z mezo-hydrograficzną [60,342,172,346]
crop-mark [989,44,990,58]
table-caption: Tabela 4. Przepływy charakterystyczne na posterunku Sosnowo [436,289,518,293]
table-header-row [249,349,396,356]
text-column-1 [60,182,208,200]
table-cell: 253190010 [490,215,530,222]
table-cell: 0,12 [534,311,548,318]
table-cell: Ryńsk [641,165,684,172]
section-heading: BUDOWA GEOLOGICZNA I LITOLOGIA [96,603,172,607]
body-paragraph: ▬▬▬▬ ▬▬▬▬▬▬ ▬▬▬ ▬▬▬▬▬ ▬▬ ▬▬▬▬▬▬▬ ▬▬▬ ▬▬▬▬ ▬▬▬▬▬▬ ▬▬▬▬ ▬▬▬ ▬▬▬▬▬ ▬▬▬▬▬▬ ▬▬ ▬▬▬▬ ▬▬▬▬▬▬▬ ▬▬▬ ▬▬▬▬▬ ▬▬▬▬ ▬▬▬▬▬▬ ▬▬ ▬▬▬▬ ▬▬▬▬▬▬ ▬▬▬▬ ▬▬▬▬▬ ▬▬ ▬▬▬▬▬▬ ▬▬▬ ▬▬▬▬ ▬▬▬▬▬ ▬▬▬▬▬▬ ▬▬▬ ▬▬▬▬▬ ▬▬ ▬▬▬▬▬▬▬ ▬▬▬ ▬▬▬▬ [248,314,396,338]
location-map [60,200,210,342]
subtitle-line: W SKALI 1:50 000 [60,120,128,131]
table-header-cell: Lp. [438,103,443,107]
body-paragraph: ▬▬▬▬▬ ▬▬▬ ▬▬▬▬▬▬ ▬▬ ▬▬▬▬ ▬▬▬▬▬▬▬ ▬▬▬ ▬▬▬▬▬ ▬▬▬▬ ▬▬▬▬▬▬ ▬▬ ▬▬▬▬ ▬▬▬▬▬▬ ▬▬▬▬ ▬▬▬▬▬ ▬▬ ▬▬▬▬▬▬ ▬▬▬ ▬▬▬▬ ▬▬▬▬▬ ▬▬▬▬▬▬ ▬▬▬ ▬▬▬▬▬ ▬▬ ▬▬▬▬▬▬▬ ▬▬▬ ▬▬▬▬ ▬▬▬▬▬▬ ▬▬▬▬ ▬▬▬ ▬▬▬▬▬ ▬▬▬▬▬▬ ▬▬ ▬▬▬▬ ▬▬▬▬▬▬▬ ▬▬▬ ▬▬▬▬▬ ▬▬▬▬ ▬▬▬▬▬▬ ▬▬ ▬▬▬▬ [812,222,960,246]
table-cell: 5,6 [554,130,584,137]
table-caption: Tabela 3. Miesięczne sumy opadów na terenie arkusza (mm) [248,341,326,345]
table-cell: 252180160 [490,187,530,194]
table-row [437,187,584,194]
table-cell: 0,05 [502,304,518,311]
section-heading: CHARAKTERYSTYKA OKRESU BADAŃ [661,204,735,208]
table-row [437,116,584,123]
table-cell: 31,0 [684,165,717,172]
table-row [249,356,396,363]
